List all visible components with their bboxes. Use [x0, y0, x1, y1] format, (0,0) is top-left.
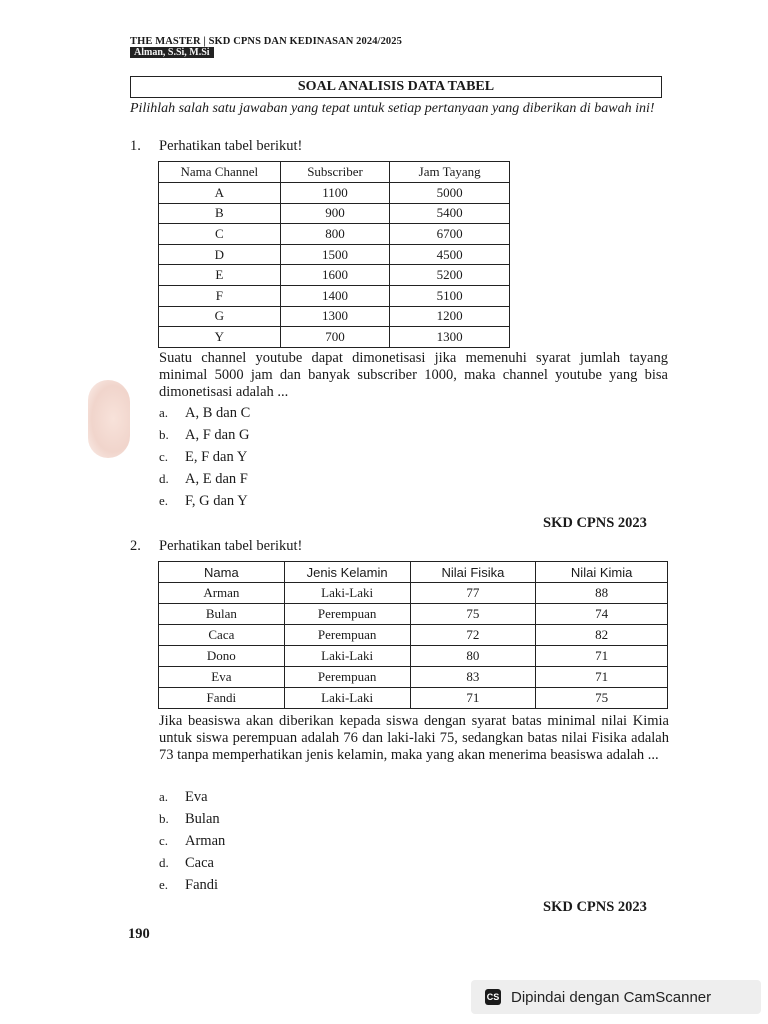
answer-option[interactable] [159, 786, 225, 808]
camscanner-watermark [471, 980, 761, 1014]
table-cell: 74 [536, 604, 668, 625]
table-row [159, 224, 510, 245]
answer-option[interactable] [159, 468, 250, 490]
table-row [159, 625, 668, 646]
answer-option[interactable] [159, 808, 225, 830]
table-header-row [159, 162, 510, 183]
table-cell: 71 [536, 667, 668, 688]
table-row [159, 244, 510, 265]
table-row [159, 306, 510, 327]
question-text: Jika beasiswa akan diberikan kepada siswa dengan syarat batas minimal nilai Kimia untuk siswa perempuan adalah 76 dan laki-laki 75, sedangkan batas nilai Fisika adalah 73 tanpa memperhatikan jenis kelamin, maka yang akan menerima beasiswa adalah ... [159, 713, 669, 763]
scan-thumb-artifact [88, 380, 130, 458]
option-text: Fandi [185, 877, 219, 893]
option-text: A, B dan C [185, 405, 251, 421]
table-cell: Arman [159, 583, 285, 604]
option-text: Arman [185, 833, 226, 849]
instruction-text: Pilihlah salah satu jawaban yang tepat untuk setiap pertanyaan yang diberikan di bawah ini! [130, 101, 655, 116]
table-cell: G [159, 306, 281, 327]
table-cell: 900 [280, 203, 390, 224]
table-cell: 1300 [390, 327, 510, 348]
table-cell: Laki-Laki [284, 583, 410, 604]
table-cell: Laki-Laki [284, 688, 410, 709]
table-row [159, 604, 668, 625]
table-cell: 80 [410, 646, 536, 667]
table-row [159, 646, 668, 667]
table-cell: 82 [536, 625, 668, 646]
table-cell: 5200 [390, 265, 510, 286]
table-cell: 72 [410, 625, 536, 646]
answer-options [159, 402, 250, 512]
answer-option[interactable] [159, 830, 225, 852]
table-cell: Perempuan [284, 667, 410, 688]
option-letter: d. [159, 471, 169, 486]
table-cell: Y [159, 327, 281, 348]
answer-options [159, 786, 225, 896]
option-letter: d. [159, 855, 169, 870]
table-header-cell: Nama [159, 562, 285, 583]
scholarship-table [158, 561, 668, 709]
table-cell: Caca [159, 625, 285, 646]
option-text: A, F dan G [185, 427, 250, 443]
table-row [159, 688, 668, 709]
option-letter: b. [159, 427, 169, 442]
table-cell: 1400 [280, 285, 390, 306]
answer-option[interactable] [159, 874, 225, 896]
table-row [159, 183, 510, 204]
table-header-cell: Nama Channel [159, 162, 281, 183]
table-cell: 75 [536, 688, 668, 709]
answer-option[interactable] [159, 402, 250, 424]
option-text: F, G dan Y [185, 493, 248, 509]
table-cell: 6700 [390, 224, 510, 245]
table-cell: Laki-Laki [284, 646, 410, 667]
table-cell: A [159, 183, 281, 204]
table-cell: Bulan [159, 604, 285, 625]
table-cell: 4500 [390, 244, 510, 265]
table-row [159, 203, 510, 224]
table-cell: 5100 [390, 285, 510, 306]
table-header-cell: Jenis Kelamin [284, 562, 410, 583]
question-intro: Perhatikan tabel berikut! [159, 138, 303, 154]
camscanner-icon: CS [485, 989, 501, 1005]
table-cell: Perempuan [284, 625, 410, 646]
book-header-title: THE MASTER | SKD CPNS DAN KEDINASAN 2024/2025 [130, 36, 402, 47]
table-row [159, 265, 510, 286]
table-cell: Perempuan [284, 604, 410, 625]
option-letter: a. [159, 405, 169, 420]
table-cell: Eva [159, 667, 285, 688]
table-header-row [159, 562, 668, 583]
option-text: Bulan [185, 811, 220, 827]
table-cell: Dono [159, 646, 285, 667]
option-letter: e. [159, 493, 169, 508]
table-cell: B [159, 203, 281, 224]
table-header-cell: Nilai Kimia [536, 562, 668, 583]
table-header-cell: Subscriber [280, 162, 390, 183]
option-letter: e. [159, 877, 169, 892]
answer-option[interactable] [159, 424, 250, 446]
answer-option[interactable] [159, 446, 250, 468]
table-cell: 71 [536, 646, 668, 667]
table-cell: 77 [410, 583, 536, 604]
question-number: 2. [130, 538, 141, 554]
option-letter: c. [159, 449, 169, 464]
answer-option[interactable] [159, 852, 225, 874]
option-letter: b. [159, 811, 169, 826]
table-cell: 1200 [390, 306, 510, 327]
page-number: 190 [128, 926, 150, 942]
table-cell: 75 [410, 604, 536, 625]
option-text: Caca [185, 855, 214, 871]
table-cell: Fandi [159, 688, 285, 709]
table-header-cell: Jam Tayang [390, 162, 510, 183]
option-letter: c. [159, 833, 169, 848]
option-text: Eva [185, 789, 208, 805]
table-cell: 1500 [280, 244, 390, 265]
table-cell: 71 [410, 688, 536, 709]
table-cell: 800 [280, 224, 390, 245]
question-source: SKD CPNS 2023 [543, 899, 647, 915]
table-row [159, 583, 668, 604]
table-cell: E [159, 265, 281, 286]
table-cell: 5000 [390, 183, 510, 204]
channel-table [158, 161, 510, 348]
table-row [159, 667, 668, 688]
table-cell: 1300 [280, 306, 390, 327]
table-cell: 88 [536, 583, 668, 604]
table-row [159, 327, 510, 348]
camscanner-text: Dipindai dengan CamScanner [511, 988, 712, 1006]
book-header-author: Alman, S.Si, M.Si [130, 47, 214, 58]
section-title: SOAL ANALISIS DATA TABEL [130, 76, 662, 98]
question-intro: Perhatikan tabel berikut! [159, 538, 303, 554]
table-cell: 700 [280, 327, 390, 348]
table-cell: 83 [410, 667, 536, 688]
table-header-cell: Nilai Fisika [410, 562, 536, 583]
table-cell: 1600 [280, 265, 390, 286]
option-text: A, E dan F [185, 471, 248, 487]
table-row [159, 285, 510, 306]
option-text: E, F dan Y [185, 449, 248, 465]
table-cell: C [159, 224, 281, 245]
answer-option[interactable] [159, 490, 250, 512]
question-number: 1. [130, 138, 141, 154]
table-cell: 5400 [390, 203, 510, 224]
table-cell: D [159, 244, 281, 265]
option-letter: a. [159, 789, 169, 804]
question-source: SKD CPNS 2023 [543, 515, 647, 531]
question-text: Suatu channel youtube dapat dimonetisasi jika memenuhi syarat jumlah tayang minimal 5000 jam dan banyak subscriber 1000, maka channel youtube yang bisa dimonetisasi adalah ... [159, 350, 668, 400]
table-cell: F [159, 285, 281, 306]
table-cell: 1100 [280, 183, 390, 204]
